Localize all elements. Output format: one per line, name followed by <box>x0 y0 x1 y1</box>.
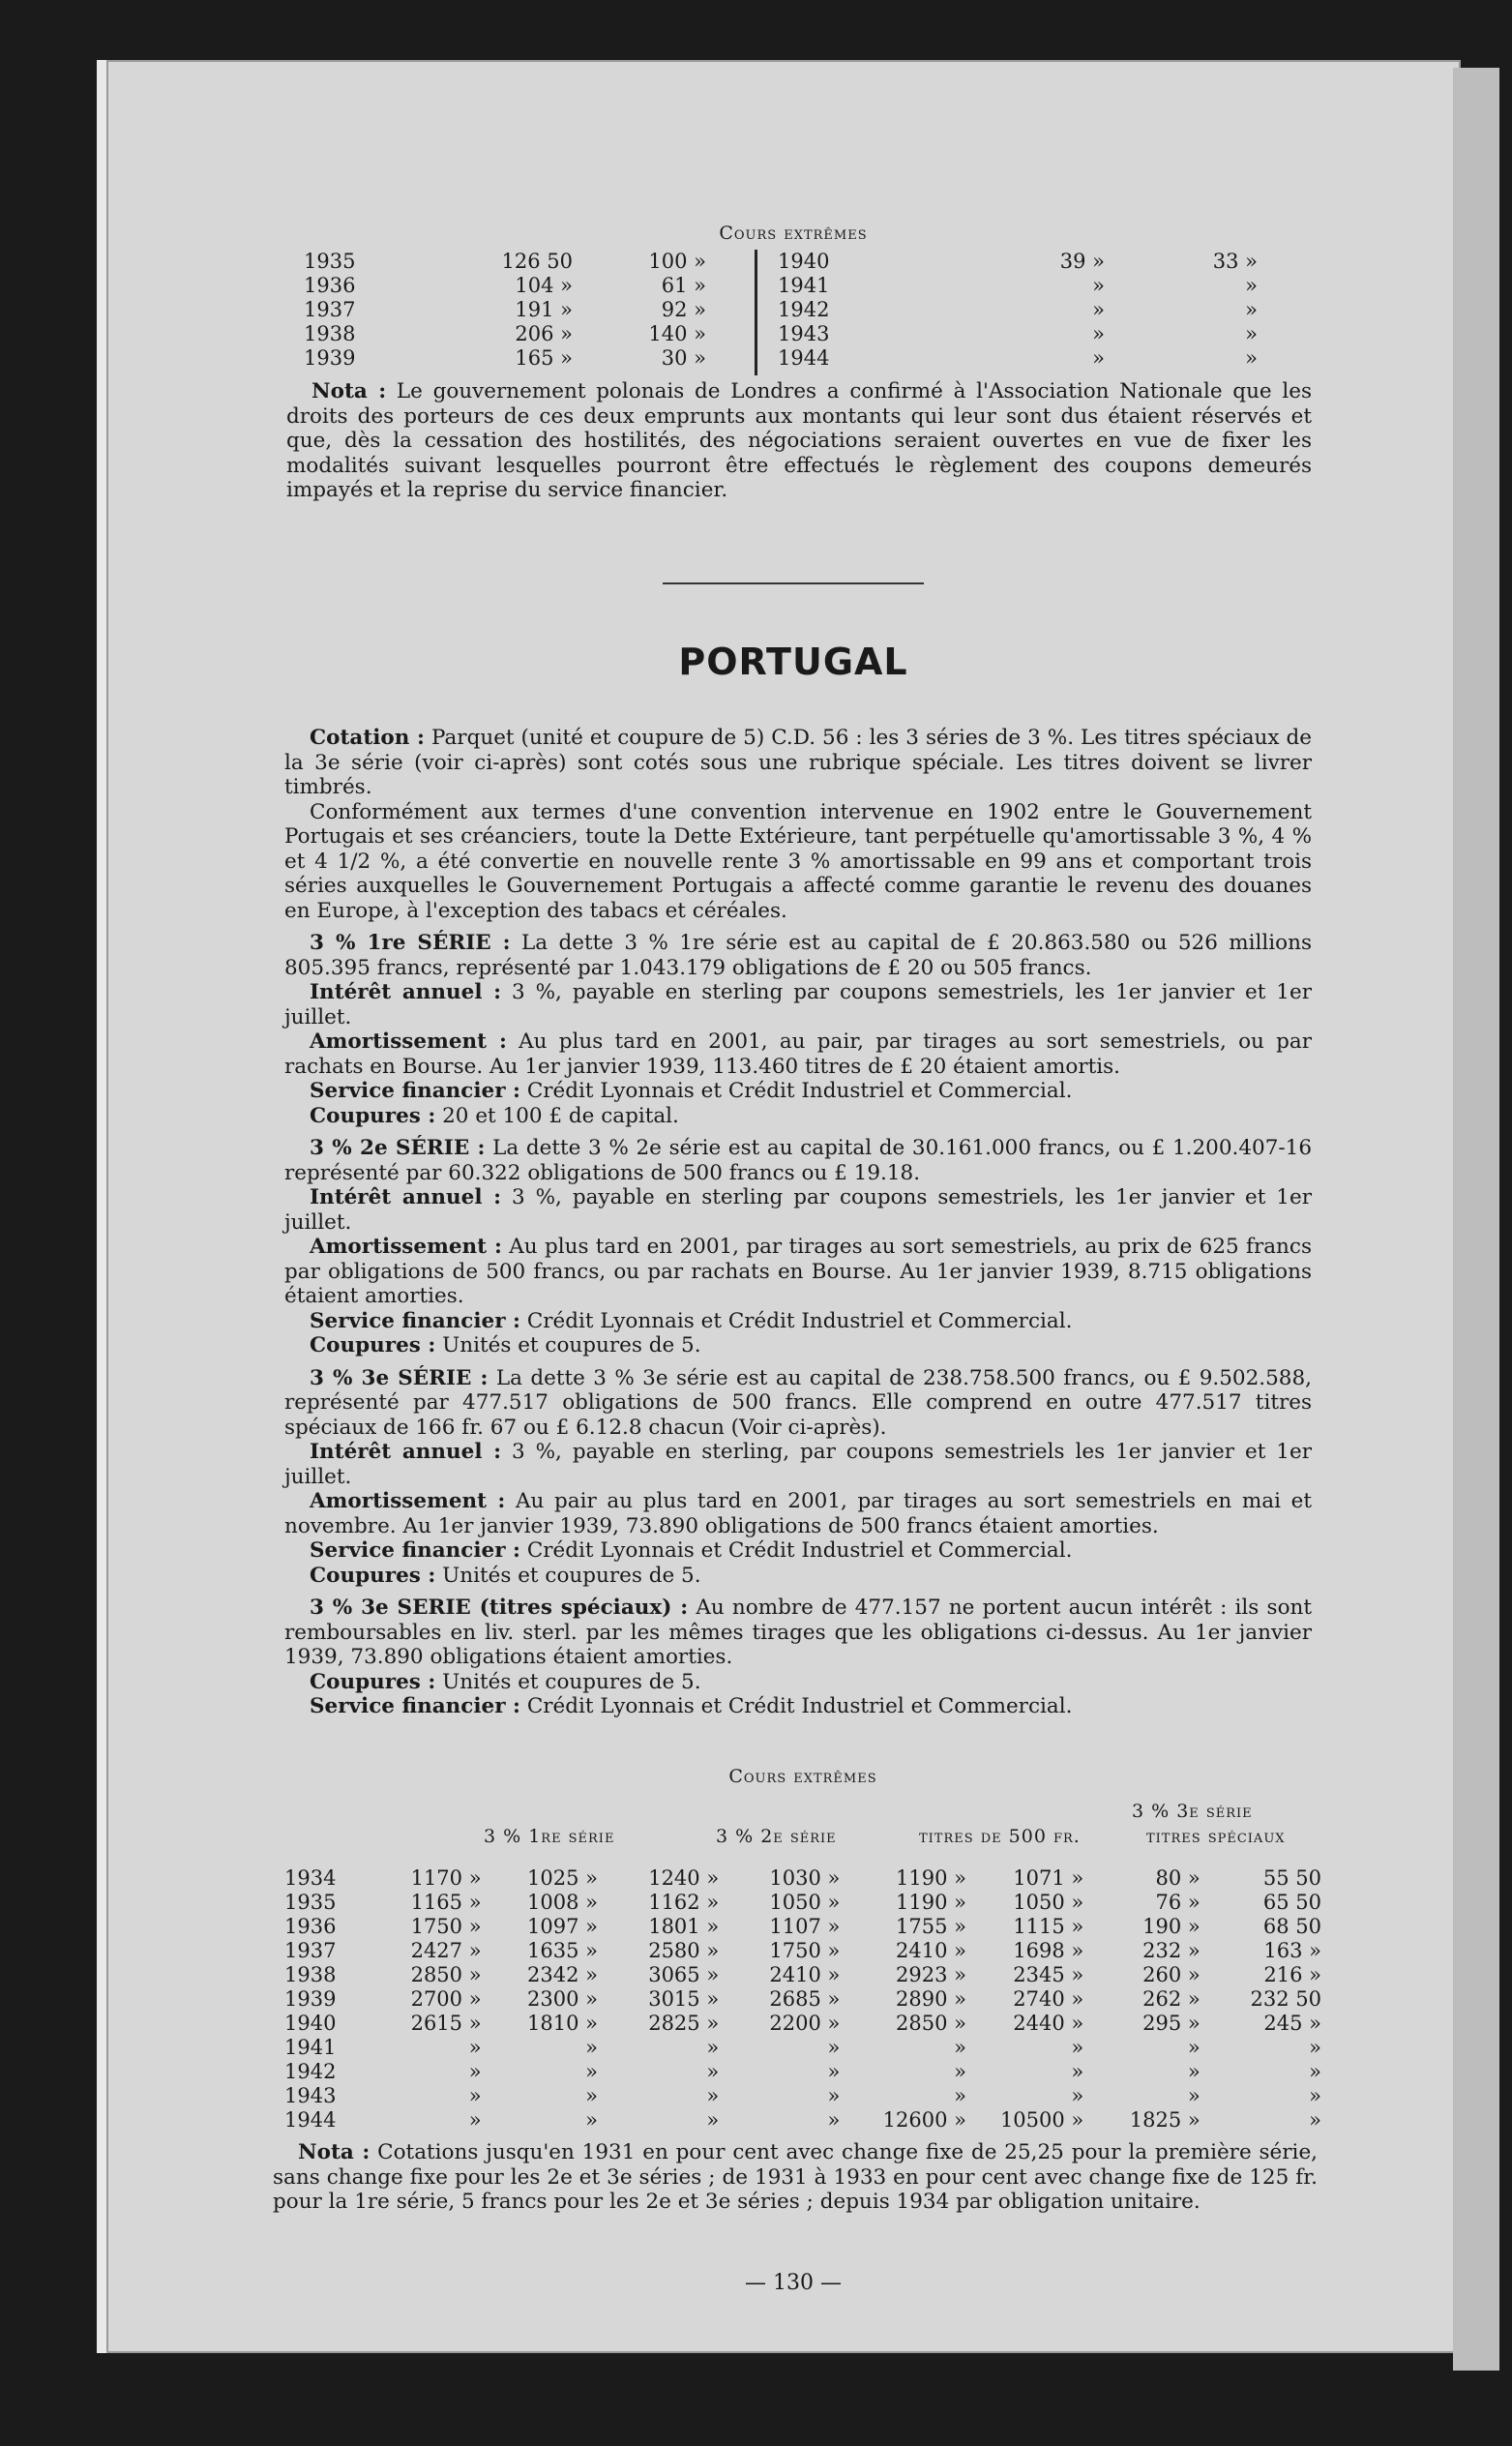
table-row <box>281 1915 1325 1939</box>
value-cell: 68 50 <box>1262 1915 1321 1938</box>
value-cell: 2850 » <box>410 1963 482 1986</box>
serie-1-text: La dette 3 % 1re série est au capital de £ 20.863.580 ou 526 millions 805.395 francs, représenté par 1.043.179 obligations de £ 20 ou 505 francs. <box>284 931 1312 980</box>
value-cell: 165 » <box>515 346 573 370</box>
value-cell: » <box>1309 2060 1321 2083</box>
year-cell: 1938 <box>284 1963 337 1986</box>
value-cell: » <box>1309 2108 1321 2132</box>
value-cell: 30 » <box>661 346 706 370</box>
year-cell: 1941 <box>778 274 830 297</box>
value-cell: 2410 » <box>896 1939 966 1962</box>
value-cell: 1050 » <box>769 1891 841 1914</box>
value-cell: » <box>1245 274 1258 297</box>
value-cell: » <box>827 2108 841 2132</box>
nota-label: Nota : <box>298 2140 371 2164</box>
value-cell: » <box>706 2108 720 2132</box>
amortissement-text: Au pair au plus tard en 2001, par tirages au sort semestriels en mai et novembre. Au 1er janvier 1939, 73.890 obligations de 500 francs étaient amorties. <box>284 1489 1312 1538</box>
year-cell: 1936 <box>284 1915 337 1938</box>
value-cell: 1071 » <box>1013 1866 1084 1890</box>
cotation-paragraph <box>284 726 1312 800</box>
value-cell: » <box>706 2060 720 2083</box>
table-row <box>281 2012 1325 2036</box>
value-cell: 104 » <box>515 274 573 297</box>
serie-1-heading: 3 % 1re SÉRIE : <box>310 931 511 955</box>
nota-label: Nota : <box>311 379 387 403</box>
value-cell: 55 50 <box>1262 1866 1321 1890</box>
value-cell: » <box>1187 2084 1201 2107</box>
table-row <box>281 1963 1325 1987</box>
interet-label: Intérêt annuel : <box>310 980 502 1004</box>
year-cell: 1943 <box>778 322 830 345</box>
nota-text: Le gouvernement polonais de Londres a confirmé à l'Association Nationale que les droits des porteurs de ces deux emprunts aux montants qui leur sont dus étaient réservés et que, dès la cessation des hostilités, des négociations seraient ouvertes en vue de fixer les modalités suivant lesquelles pourront être effectués le règlement des coupons demeurés impayés et la reprise du service financier. <box>286 379 1312 502</box>
value-cell: 100 » <box>648 250 706 273</box>
value-cell: 65 50 <box>1262 1891 1321 1914</box>
year-cell: 1935 <box>304 250 356 273</box>
value-cell: » <box>1245 346 1258 370</box>
value-cell: 10500 » <box>999 2108 1084 2132</box>
year-cell: 1937 <box>284 1939 337 1962</box>
serie-3-block <box>284 1366 1312 1589</box>
table-row <box>300 250 710 274</box>
nota-paragraph-2 <box>273 2140 1318 2215</box>
table-row <box>774 298 1261 322</box>
value-cell: » <box>954 2036 966 2059</box>
value-cell: » <box>1092 346 1105 370</box>
serie-3-heading: 3 % 3e SÉRIE : <box>310 1365 489 1390</box>
service-text: Crédit Lyonnais et Crédit Industriel et Commercial. <box>526 1308 1073 1333</box>
value-cell: 232 50 <box>1250 1987 1321 2011</box>
value-cell: » <box>585 2084 599 2107</box>
coupures-text: Unités et coupures de 5. <box>442 1669 701 1694</box>
value-cell: » <box>1092 298 1105 321</box>
value-cell: 1750 » <box>410 1915 482 1938</box>
intro-paragraph: Conformément aux termes d'une convention intervenue en 1902 entre le Gouvernement Portugais et ses créanciers, toute la Dette Extérieure, tant perpétuelle qu'amortissable 3 %, 4 % et 4 1/2 %, a été convertie en nouvelle rente 3 % amortissable en 99 ans et comportant trois séries auxquelles le Gouvernement Portugais a affecté comme garantie le revenu des douanes en Europe, à l'exception des tabacs et céréales. <box>284 799 1312 923</box>
table-row <box>281 2036 1325 2060</box>
value-cell: » <box>468 2060 482 2083</box>
table-row <box>281 1939 1325 1963</box>
value-cell: 1810 » <box>527 2012 599 2035</box>
table-row <box>281 2084 1325 2108</box>
value-cell: 1750 » <box>769 1939 841 1962</box>
value-cell: 1050 » <box>1013 1891 1084 1914</box>
value-cell: 2580 » <box>648 1939 720 1962</box>
col-header-4: titres spéciaux <box>1146 1826 1286 1847</box>
year-cell: 1943 <box>284 2084 337 2107</box>
serie-1-block <box>284 931 1312 1128</box>
value-cell: 1240 » <box>648 1866 720 1890</box>
year-cell: 1939 <box>304 346 356 370</box>
coupures-text: Unités et coupures de 5. <box>442 1333 701 1357</box>
interet-text: 3 %, payable en sterling par coupons semestriels, les 1er janvier et 1er juillet. <box>284 1185 1312 1235</box>
value-cell: 92 » <box>661 298 706 321</box>
year-cell: 1940 <box>284 2012 337 2035</box>
value-cell: 1755 » <box>896 1915 966 1938</box>
value-cell: » <box>1245 298 1258 321</box>
value-cell: 1008 » <box>527 1891 599 1914</box>
serie-2-block <box>284 1136 1312 1358</box>
table-row <box>281 2108 1325 2133</box>
value-cell: 295 » <box>1142 2012 1201 2035</box>
table-row <box>300 274 710 298</box>
cotation-label: Cotation : <box>310 726 425 750</box>
value-cell: » <box>827 2036 841 2059</box>
year-cell: 1935 <box>284 1891 337 1914</box>
value-cell: 216 » <box>1263 1963 1321 1986</box>
value-cell: 2300 » <box>527 1987 599 2011</box>
value-cell: 190 » <box>1142 1915 1201 1938</box>
table-row <box>300 298 710 322</box>
bottom-quotes-section <box>281 1766 1325 2132</box>
bottom-table-heading: Cours extrêmes <box>728 1766 877 1787</box>
value-cell: 2200 » <box>769 2012 841 2035</box>
table-row <box>281 1866 1325 1891</box>
coupures-label: Coupures : <box>310 1103 436 1128</box>
top-table-left <box>300 250 710 371</box>
value-cell: » <box>585 2036 599 2059</box>
coupures-label: Coupures : <box>310 1563 436 1588</box>
year-cell: 1944 <box>284 2108 337 2132</box>
value-cell: 191 » <box>515 298 573 321</box>
value-cell: 2427 » <box>410 1939 482 1962</box>
serie-3-speciaux-block <box>284 1596 1312 1719</box>
column-divider <box>755 250 757 375</box>
value-cell: 1097 » <box>527 1915 599 1938</box>
value-cell: 1162 » <box>648 1891 720 1914</box>
service-text: Crédit Lyonnais et Crédit Industriel et Commercial. <box>526 1694 1073 1718</box>
bottom-quotes-table <box>281 1866 1325 2133</box>
value-cell: » <box>1071 2084 1084 2107</box>
value-cell: 2410 » <box>769 1963 841 1986</box>
value-cell: 39 » <box>1059 250 1105 273</box>
table-row <box>281 2060 1325 2084</box>
coupures-text: Unités et coupures de 5. <box>442 1563 701 1588</box>
section-title: PORTUGAL <box>678 641 908 683</box>
value-cell: 1635 » <box>527 1939 599 1962</box>
table-row <box>774 346 1261 371</box>
value-cell: 61 » <box>661 274 706 297</box>
page-number: — 130 — <box>745 2271 842 2295</box>
value-cell: 2740 » <box>1013 1987 1084 2011</box>
value-cell: » <box>1071 2060 1084 2083</box>
serie-2-heading: 3 % 2e SÉRIE : <box>310 1136 486 1160</box>
service-label: Service financier : <box>310 1308 520 1333</box>
top-table-right <box>774 250 1261 371</box>
service-label: Service financier : <box>310 1538 520 1563</box>
value-cell: 245 » <box>1263 2012 1321 2035</box>
amortissement-text: Au plus tard en 2001, au pair, par tirages au sort semestriels, ou par rachats en Bourse. Au 1er janvier 1939, 113.460 titres de £ 20 étaient amortis. <box>284 1029 1313 1079</box>
interet-label: Intérêt annuel : <box>310 1185 502 1209</box>
value-cell: 1190 » <box>896 1891 966 1914</box>
serie-3-speciaux-text: Au nombre de 477.157 ne portent aucun intérêt : ils sont remboursables en liv. sterl. par les mêmes tirages que les obligations ci-dessus. Au 1er janvier 1939, 73.890 obligations étaient amorties. <box>284 1596 1312 1669</box>
year-cell: 1936 <box>304 274 356 297</box>
serie-3-text: La dette 3 % 3e série est au capital de 238.758.500 francs, ou £ 9.502.588, représenté par 477.517 obligations de 500 francs. Elle comprend en outre 477.517 titres spéciaux de 166 fr. 67 ou £ 6.12.8 chacun (Voir ci-après). <box>284 1365 1313 1440</box>
value-cell: 1025 » <box>527 1866 599 1890</box>
value-cell: 2825 » <box>648 2012 720 2035</box>
value-cell: 1107 » <box>769 1915 841 1938</box>
col-header-2: 3 % 2e série <box>716 1826 837 1847</box>
year-cell: 1937 <box>304 298 356 321</box>
value-cell: » <box>1071 2036 1084 2059</box>
year-cell: 1942 <box>778 298 830 321</box>
value-cell: 3065 » <box>648 1963 720 1986</box>
value-cell: » <box>585 2060 599 2083</box>
value-cell: 1030 » <box>769 1866 841 1890</box>
value-cell: 76 » <box>1155 1891 1201 1914</box>
table-row <box>281 1987 1325 2012</box>
portugal-body <box>284 726 1312 1719</box>
value-cell: 2342 » <box>527 1963 599 1986</box>
value-cell: 232 » <box>1142 1939 1201 1962</box>
col-header-1: 3 % 1re série <box>484 1826 615 1847</box>
table-row <box>774 274 1261 298</box>
value-cell: 206 » <box>515 322 573 345</box>
coupures-label: Coupures : <box>310 1333 436 1357</box>
value-cell: » <box>827 2084 841 2107</box>
value-cell: 126 50 <box>501 250 573 273</box>
year-cell: 1939 <box>284 1987 337 2011</box>
value-cell: 2440 » <box>1013 2012 1084 2035</box>
value-cell: 163 » <box>1263 1939 1321 1962</box>
year-cell: 1941 <box>284 2036 337 2059</box>
value-cell: 140 » <box>648 322 706 345</box>
value-cell: » <box>706 2036 720 2059</box>
book-page <box>97 60 1461 2353</box>
value-cell: » <box>1187 2060 1201 2083</box>
value-cell: » <box>827 2060 841 2083</box>
value-cell: 1165 » <box>410 1891 482 1914</box>
value-cell: 260 » <box>1142 1963 1201 1986</box>
table-row <box>774 322 1261 346</box>
interet-label: Intérêt annuel : <box>310 1440 502 1464</box>
value-cell: 262 » <box>1142 1987 1201 2011</box>
value-cell: » <box>468 2036 482 2059</box>
group-header: 3 % 3e série <box>1132 1801 1253 1822</box>
value-cell: 2685 » <box>769 1987 841 2011</box>
coupures-text: 20 et 100 £ de capital. <box>442 1103 679 1128</box>
year-cell: 1944 <box>778 346 830 370</box>
value-cell: » <box>1245 322 1258 345</box>
value-cell: 1825 » <box>1129 2108 1201 2132</box>
amortissement-label: Amortissement : <box>310 1489 506 1513</box>
value-cell: 2615 » <box>410 2012 482 2035</box>
year-cell: 1942 <box>284 2060 337 2083</box>
amortissement-text: Au plus tard en 2001, par tirages au sort semestriels, au prix de 625 francs par obligations de 500 francs, ou par rachats en Bourse. Au 1er janvier 1939, 8.715 obligations étaient amorties. <box>284 1235 1312 1308</box>
value-cell: » <box>1092 322 1105 345</box>
value-cell: 1170 » <box>410 1866 482 1890</box>
value-cell: 2345 » <box>1013 1963 1084 1986</box>
nota-paragraph-1 <box>286 379 1312 503</box>
interet-text: 3 %, payable en sterling, par coupons semestriels les 1er janvier et 1er juillet. <box>284 1440 1312 1489</box>
interet-text: 3 %, payable en sterling par coupons semestriels, les 1er janvier et 1er juillet. <box>284 980 1312 1029</box>
cotation-text: Parquet (unité et coupure de 5) C.D. 56 : les 3 séries de 3 %. Les titres spéciaux de la 3e série (voir ci-après) sont cotés sous une rubrique spéciale. Les titres doivent se livrer timbrés. <box>284 726 1312 799</box>
value-cell: 2923 » <box>896 1963 966 1986</box>
value-cell: 33 » <box>1212 250 1258 273</box>
value-cell: » <box>1309 2036 1321 2059</box>
year-cell: 1938 <box>304 322 356 345</box>
value-cell: » <box>954 2060 966 2083</box>
value-cell: 80 » <box>1155 1866 1201 1890</box>
adjacent-page-edge <box>1453 68 1499 2371</box>
table-row <box>300 322 710 346</box>
service-text: Crédit Lyonnais et Crédit Industriel et Commercial. <box>526 1538 1073 1563</box>
value-cell: 1801 » <box>648 1915 720 1938</box>
value-cell: 2700 » <box>410 1987 482 2011</box>
value-cell: » <box>585 2108 599 2132</box>
table-row <box>774 250 1261 274</box>
value-cell: 1698 » <box>1013 1939 1084 1962</box>
table-row <box>281 1891 1325 1915</box>
nota-text: Cotations jusqu'en 1931 en pour cent avec change fixe de 25,25 pour la première série, sans change fixe pour les 2e et 3e séries ; de 1931 à 1933 en pour cent avec change fixe de 125 fr. pour la 1re série, 5 francs pour les 2e et 3e séries ; depuis 1934 par obligation unitaire. <box>273 2140 1318 2214</box>
service-text: Crédit Lyonnais et Crédit Industriel et Commercial. <box>526 1079 1073 1103</box>
value-cell: » <box>1092 274 1105 297</box>
serie-2-text: La dette 3 % 2e série est au capital de 30.161.000 francs, ou £ 1.200.407-16 représenté par 60.322 obligations de 500 francs ou £ 19.18. <box>284 1136 1312 1185</box>
value-cell: » <box>706 2084 720 2107</box>
top-table-heading: Cours extrêmes <box>719 223 868 244</box>
serie-3-speciaux-heading: 3 % 3e SERIE (titres spéciaux) : <box>310 1596 689 1620</box>
top-quotes-section <box>290 223 1296 370</box>
value-cell: » <box>468 2084 482 2107</box>
amortissement-label: Amortissement : <box>310 1235 502 1259</box>
value-cell: 3015 » <box>648 1987 720 2011</box>
col-header-3: titres de 500 fr. <box>919 1826 1081 1847</box>
value-cell: » <box>1187 2036 1201 2059</box>
section-divider <box>663 582 924 584</box>
value-cell: » <box>1309 2084 1321 2107</box>
year-cell: 1940 <box>778 250 830 273</box>
value-cell: 12600 » <box>882 2108 966 2132</box>
service-label: Service financier : <box>310 1079 520 1103</box>
value-cell: 1190 » <box>896 1866 966 1890</box>
value-cell: 2890 » <box>896 1987 966 2011</box>
value-cell: » <box>468 2108 482 2132</box>
year-cell: 1934 <box>284 1866 337 1890</box>
value-cell: 2850 » <box>896 2012 966 2035</box>
amortissement-label: Amortissement : <box>310 1029 507 1054</box>
value-cell: » <box>954 2084 966 2107</box>
table-row <box>300 346 710 371</box>
value-cell: 1115 » <box>1013 1915 1084 1938</box>
service-label: Service financier : <box>310 1694 520 1718</box>
coupures-label: Coupures : <box>310 1669 436 1694</box>
